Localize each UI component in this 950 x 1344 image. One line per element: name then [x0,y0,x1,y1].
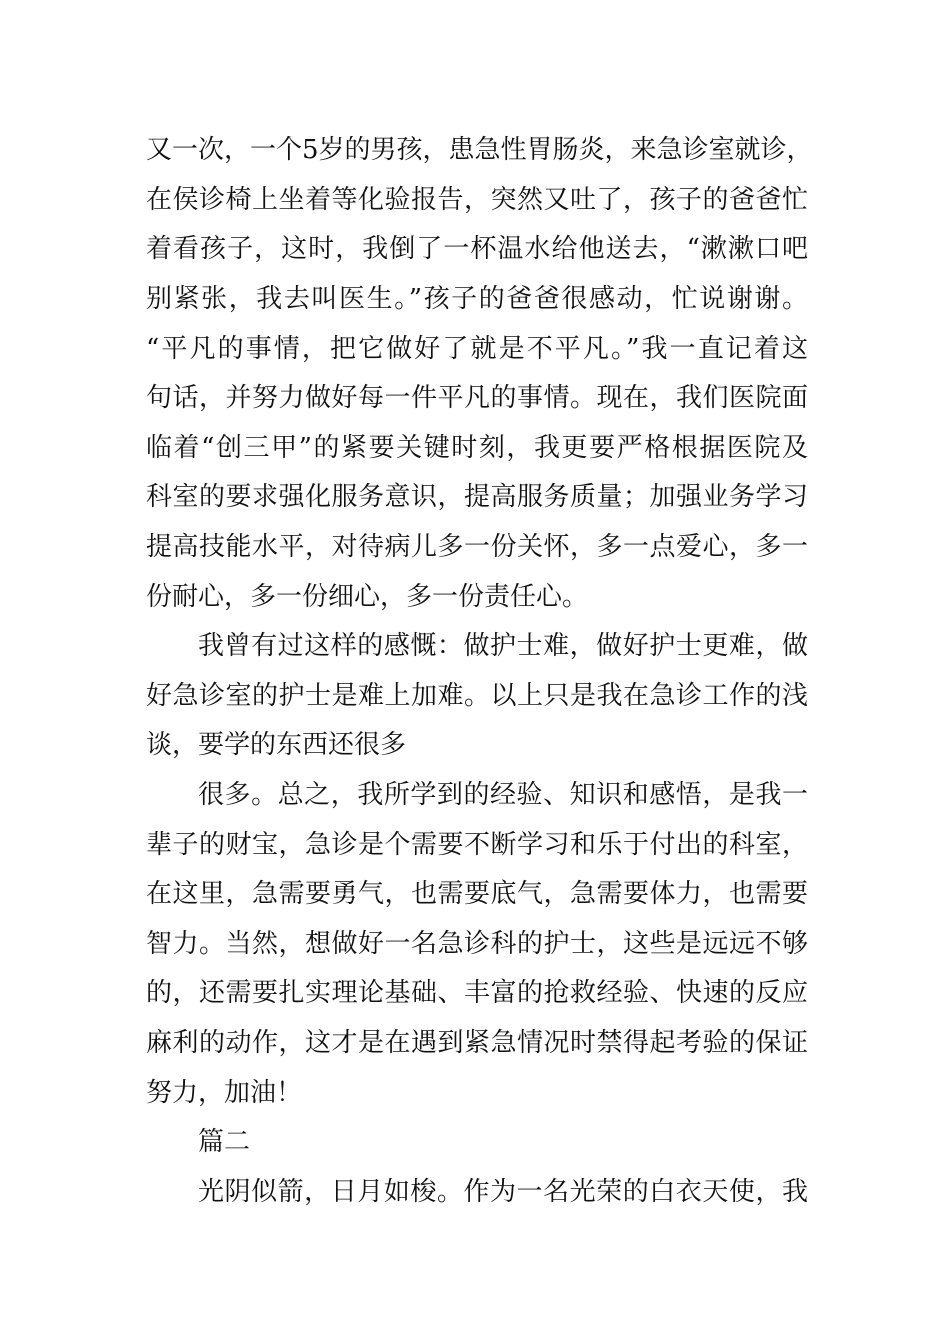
text-line: 临着“创三甲”的紧要关键时刻，我更要严格根据医院及 [146,433,808,463]
text-line: 在侯诊椅上坐着等化验报告，突然又吐了，孩子的爸爸忙 [146,185,808,215]
text-line: “平凡的事情，把它做好了就是不平凡。”我一直记着这 [146,334,808,364]
text-line: 在这里，急需要勇气，也需要底气，急需要体力，也需要 [146,879,808,909]
text-line: 句话，并努力做好每一件平凡的事情。现在，我们医院面 [146,383,808,413]
text-line: 的，还需要扎实理论基础、丰富的抢救经验、快速的反应 [146,978,808,1008]
text-line: 又一次，一个5岁的男孩，患急性胃肠炎，来急诊室就诊， [146,135,813,165]
text-line: 科室的要求强化服务意识，提高服务质量；加强业务学习 [146,482,808,512]
text-line: 好急诊室的护士是难上加难。以上只是我在急诊工作的浅 [146,681,808,711]
text-line: 谈，要学的东西还很多 [146,730,407,760]
text-line: 麻利的动作，这才是在遇到紧急情况时禁得起考验的保证 [146,1028,808,1058]
text-line: 提高技能水平，对待病儿多一份关怀，多一点爱心，多一 [146,532,808,562]
text-line: 别紧张，我去叫医生。”孩子的爸爸很感动，忙说谢谢。 [146,284,808,314]
text-line: 辈子的财宝，急诊是个需要不断学习和乐于付出的科室， [146,830,808,860]
text-line: 着看孩子，这时，我倒了一杯温水给他送去，“漱漱口吧 [146,234,808,264]
text-line: 努力，加油！ [146,1078,303,1108]
paragraph-first-line: 我曾有过这样的感慨：做护士难，做好护士更难，做 [198,631,808,661]
paragraph-first-line: 很多。总之，我所学到的经验、知识和感悟，是我一 [198,780,808,810]
paragraph-first-line: 光阴似箭，日月如梭。作为一名光荣的白衣天使，我 [198,1177,808,1207]
text-line: 份耐心，多一份细心，多一份责任心。 [146,582,589,612]
section-heading: 篇二 [198,1127,251,1157]
text-line: 智力。当然，想做好一名急诊科的护士，这些是远远不够 [146,929,808,959]
